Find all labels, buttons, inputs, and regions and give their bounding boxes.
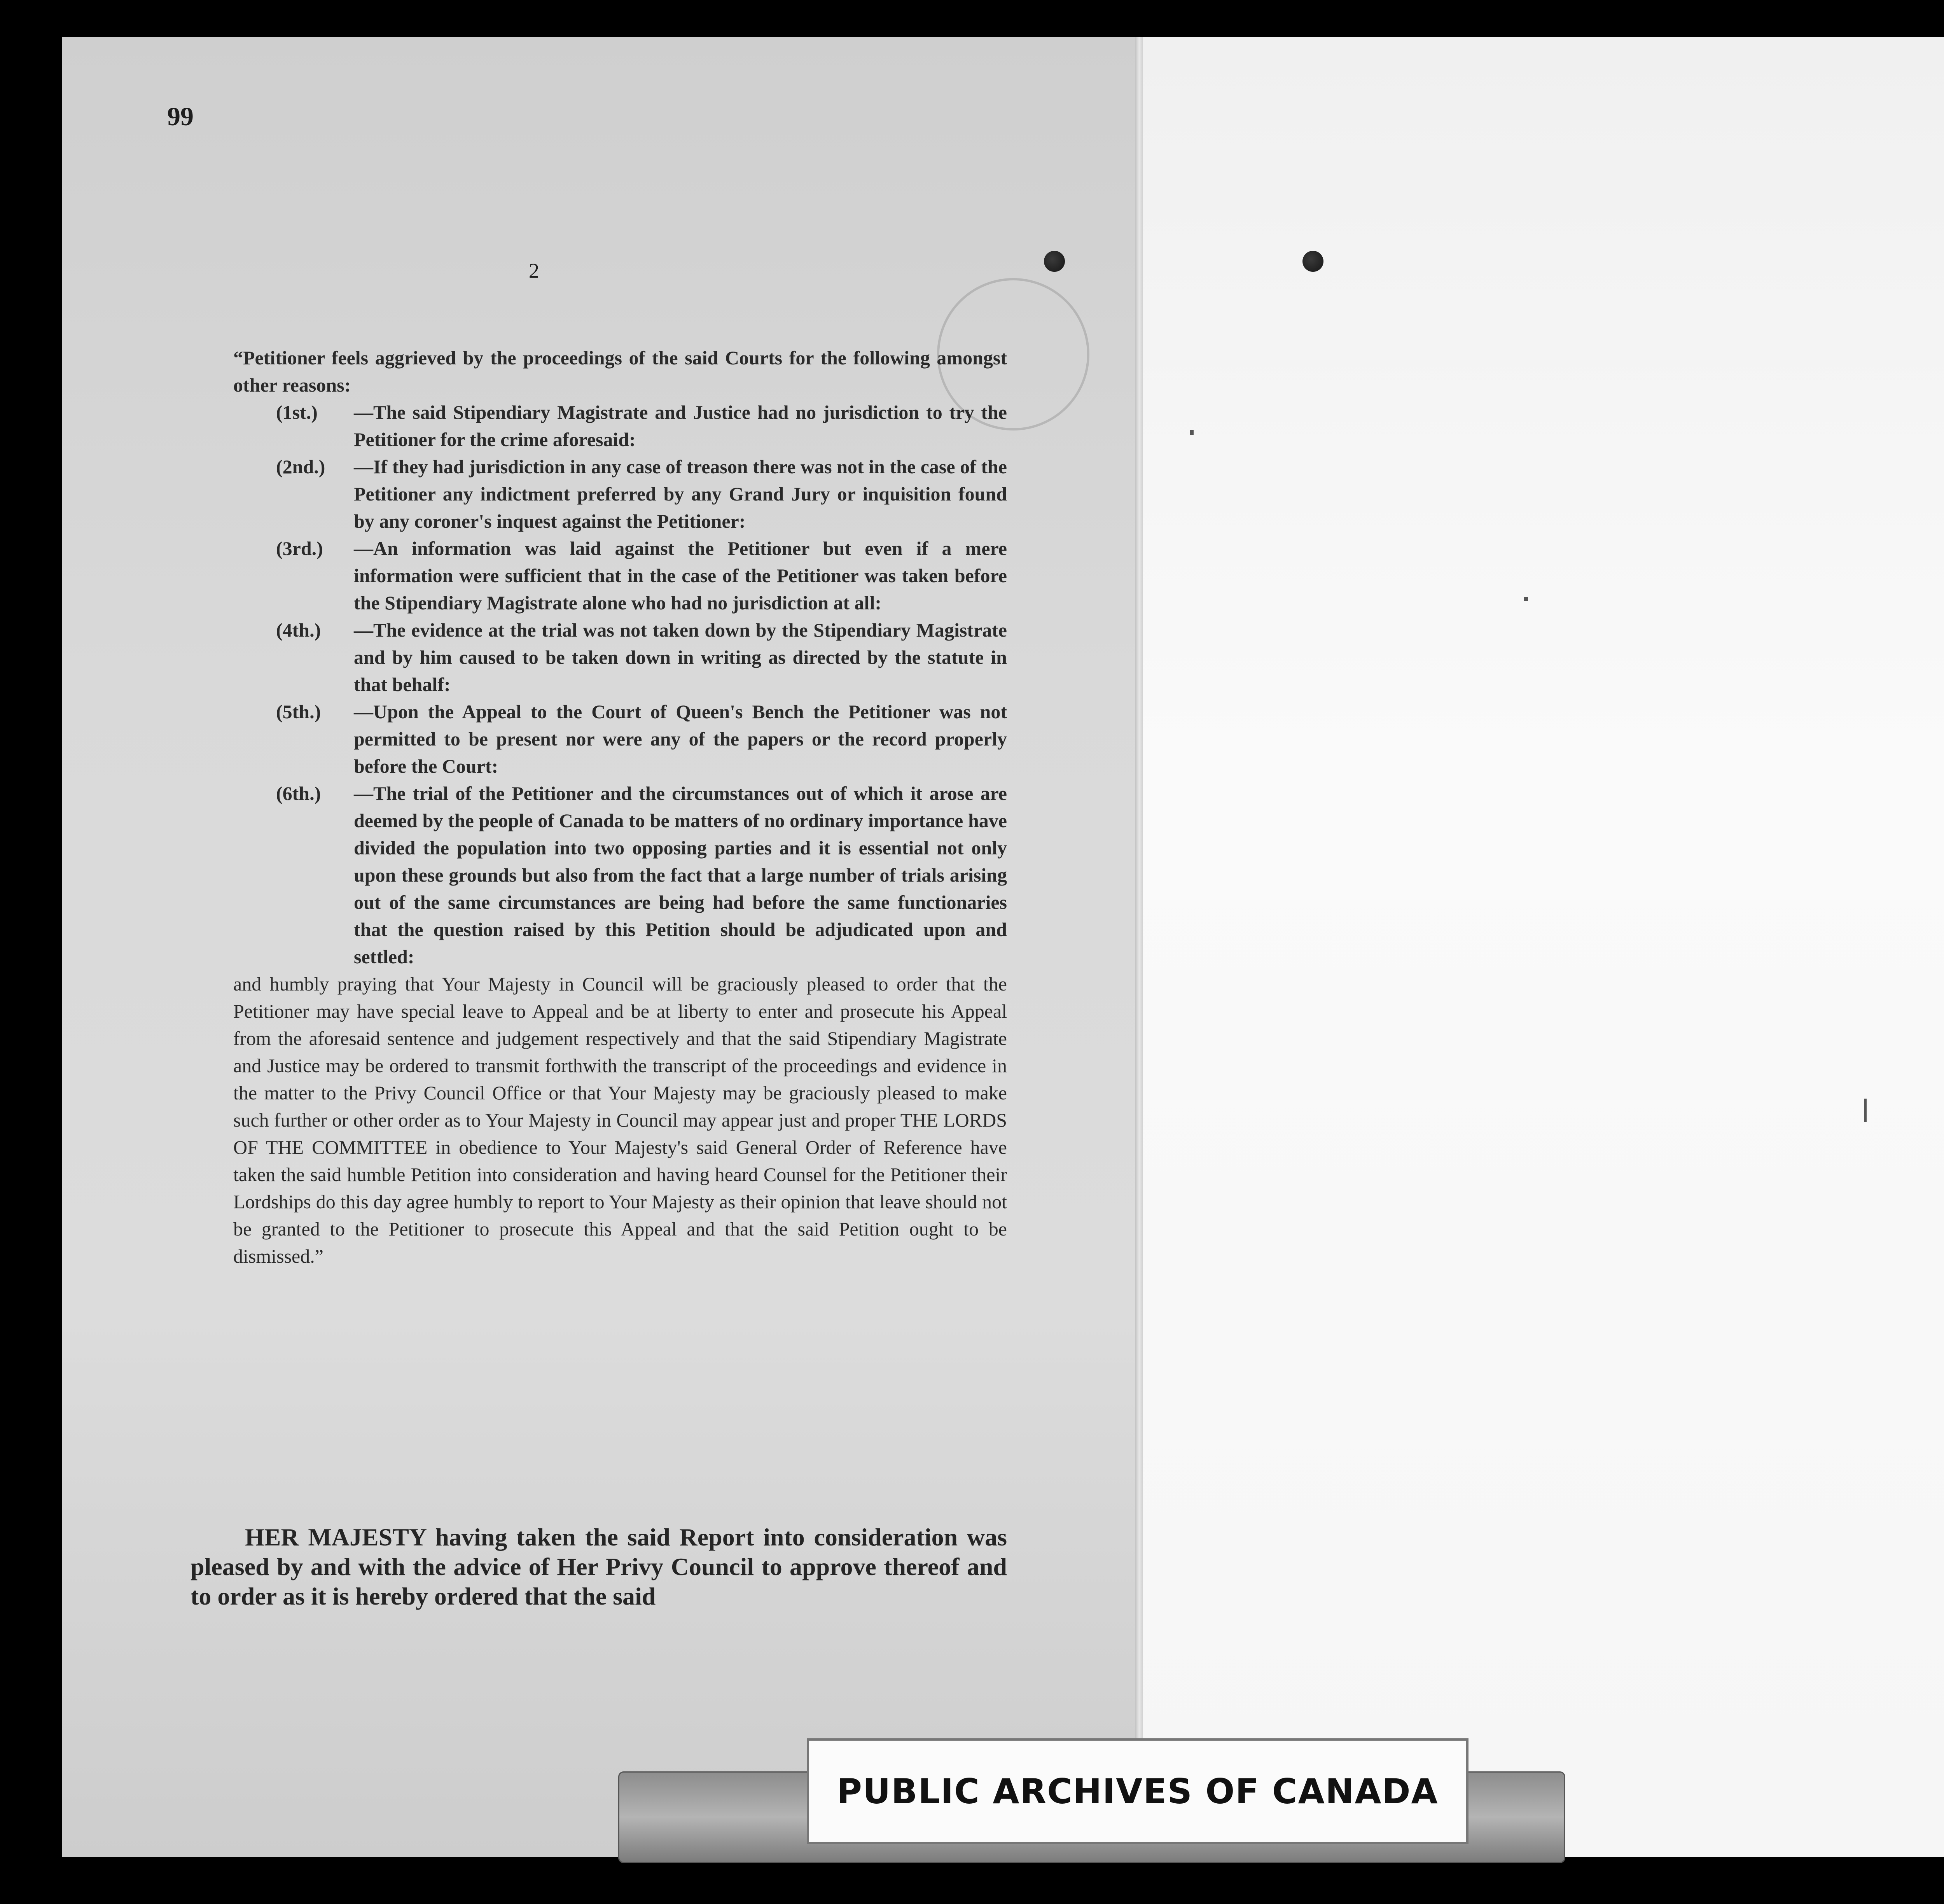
reason-item	[233, 453, 1007, 535]
reason-number: (2nd.)	[276, 456, 325, 478]
reason-number: (1st.)	[276, 401, 318, 423]
reason-item	[233, 616, 1007, 698]
petition-reasons-text	[233, 344, 1007, 1270]
scan-speck	[1864, 1099, 1867, 1122]
archive-label: PUBLIC ARCHIVES OF CANADA	[807, 1738, 1468, 1844]
reason-number: (5th.)	[276, 701, 321, 723]
scan-speck	[1190, 430, 1194, 435]
reason-item	[233, 535, 1007, 616]
petition-prayer: and humbly praying that Your Majesty in Council will be graciously pleased to order that the Petitioner may have special leave to Appeal and be at liberty to enter and prosecute his Appeal from the aforesaid sentence and judgement respectively and that the said Stipendiary Magistrate and Justice may be ordered to transmit forthwith the transcript of the proceedings and evidence in the matter to the Privy Council Office or that Your Majesty may be graciously pleased to make such further or other order as to Your Majesty in Council may appear just and proper THE LORDS OF THE COMMITTEE in obedience to Your Majesty's said General Order of Reference have taken the said humble Petition into consideration and having heard Counsel for the Petitioner their Lordships do this day agree humbly to report to Your Majesty as their opinion that leave should not be granted to the Petitioner to prosecute this Appeal and that the said Petition ought to be dismissed.”	[233, 973, 1007, 1267]
reason-text: —Upon the Appeal to the Court of Queen's Bench the Petitioner was not permitted to be present nor were any of the papers or the record properly before the Court:	[354, 701, 1007, 777]
punch-hole-left	[1044, 251, 1065, 272]
reason-item	[233, 399, 1007, 453]
reason-item	[233, 698, 1007, 780]
document-scan	[62, 37, 1944, 1857]
reason-number: (6th.)	[276, 782, 321, 804]
petition-intro: “Petitioner feels aggrieved by the proceedings of the said Courts for the following amongst other reasons:	[233, 347, 1007, 396]
folio-number-left: 99	[167, 102, 194, 131]
reason-text: —The trial of the Petitioner and the circumstances out of which it arose are deemed by the people of Canada to be matters of no ordinary importance have divided the population into two opposing parties and it is essential not only upon these grounds but also from the fact that a large number of trials arising out of the same circumstances are being had before the same functionaries that the question raised by this Petition should be adjudicated upon and settled:	[354, 782, 1007, 968]
her-majesty-paragraph: HER MAJESTY having taken the said Report into consideration was pleased by and with the advice of Her Privy Council to approve thereof and to order as it is hereby ordered that the said	[191, 1523, 1007, 1610]
left-page	[62, 37, 1139, 1857]
right-page	[1139, 37, 1944, 1857]
reason-text: —If they had jurisdiction in any case of treason there was not in the case of the Petitioner any indictment preferred by any Grand Jury or inquisition found by any coroner's inquest against the Petitioner:	[354, 456, 1007, 532]
punch-hole-right	[1302, 251, 1323, 272]
reason-item	[233, 780, 1007, 970]
signature-mark-left: 2	[529, 259, 539, 282]
reason-text: —The said Stipendiary Magistrate and Justice had no jurisdiction to try the Petitioner for the crime aforesaid:	[354, 401, 1007, 450]
page-gutter	[1135, 37, 1143, 1857]
reason-text: —The evidence at the trial was not taken down by the Stipendiary Magistrate and by him caused to be taken down in writing as directed by the statute in that behalf:	[354, 619, 1007, 695]
reason-text: —An information was laid against the Petitioner but even if a mere information were sufficient that in the case of the Petitioner was taken before the Stipendiary Magistrate alone who had no jurisdiction at all:	[354, 537, 1007, 614]
reason-number: (3rd.)	[276, 537, 323, 559]
reason-number: (4th.)	[276, 619, 321, 641]
scan-speck	[1524, 597, 1528, 601]
